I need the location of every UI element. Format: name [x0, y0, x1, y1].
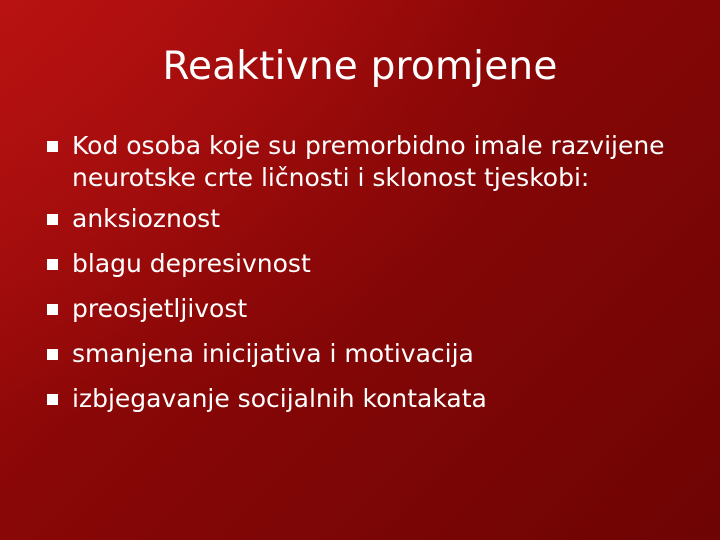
bullet-text: Kod osoba koje su premorbidno imale razvijene neurotske crte ličnosti i sklonost tjeskobi: — [72, 131, 665, 192]
bullet-item — [40, 130, 690, 194]
bullet-text: smanjena inicijativa i motivacija — [72, 339, 474, 368]
square-bullet-icon — [47, 141, 58, 152]
bullet-text: izbjegavanje socijalnih kontakata — [72, 384, 487, 413]
slide-title: Reaktivne promjene — [162, 44, 558, 89]
square-bullet-icon — [47, 304, 58, 315]
bullet-item — [40, 338, 690, 370]
square-bullet-icon — [47, 214, 58, 225]
bullet-text: preosjetljivost — [72, 294, 248, 323]
bullet-item — [40, 248, 690, 280]
bullet-list — [40, 130, 690, 428]
bullet-item — [40, 293, 690, 325]
bullet-text: anksioznost — [72, 204, 220, 233]
square-bullet-icon — [47, 259, 58, 270]
square-bullet-icon — [47, 394, 58, 405]
bullet-item — [40, 383, 690, 415]
square-bullet-icon — [47, 349, 58, 360]
bullet-item — [40, 203, 690, 235]
bullet-text: blagu depresivnost — [72, 249, 311, 278]
